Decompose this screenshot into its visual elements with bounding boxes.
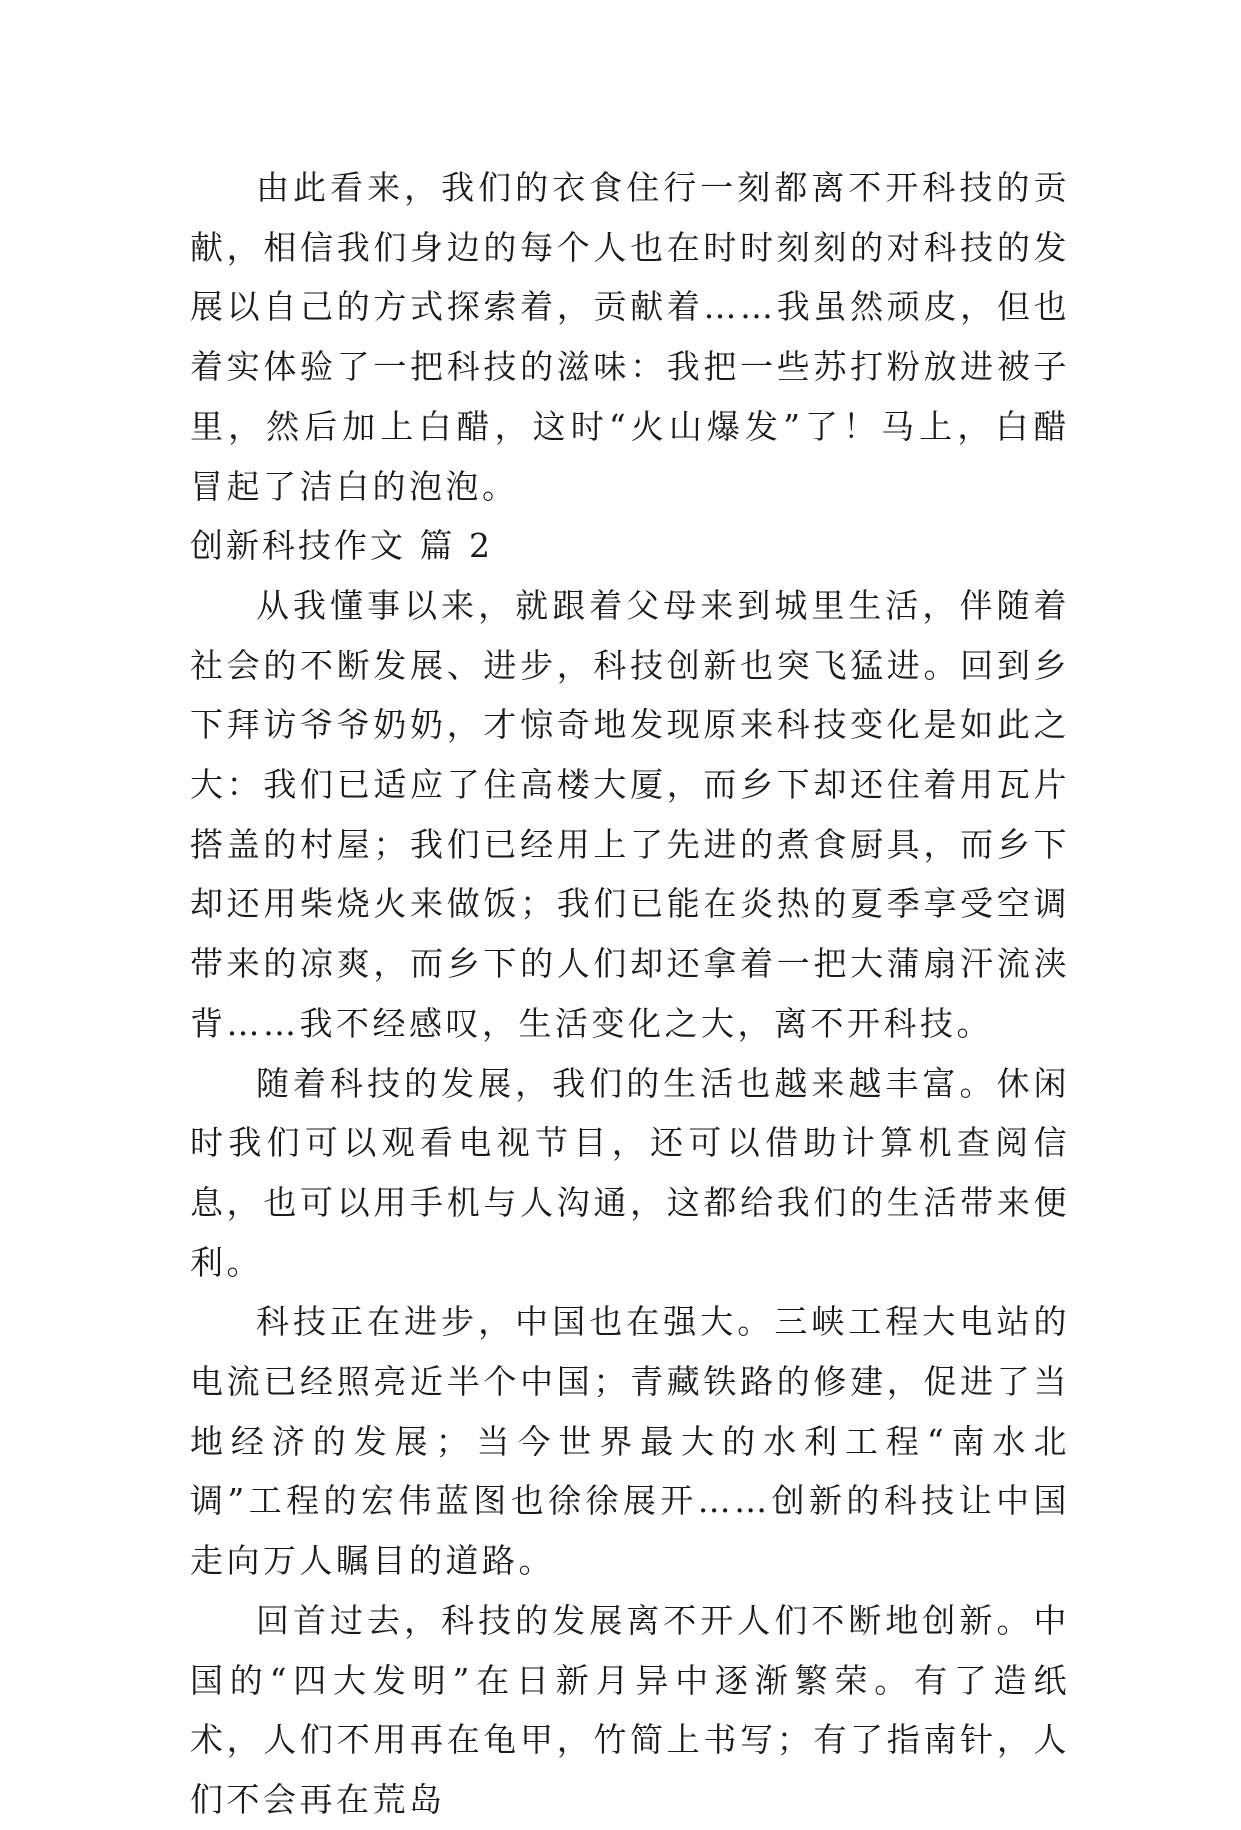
paragraph: 回首过去，科技的发展离不开人们不断地创新。中国的“四大发明”在日新月异中逐渐繁荣。有了造纸术，人们不用再在龟甲，竹简上书写；有了指南针，人们不会再在荒岛 [190, 1600, 1070, 1819]
paragraph: 从我懂事以来，就跟着父母来到城里生活，伴随着社会的不断发展、进步，科技创新也突飞猛进。回到乡下拜访爷爷奶奶，才惊奇地发现原来科技变化是如此之大：我们已适应了住高楼大厦，而乡下却还住着用瓦片搭盖的村屋；我们已经用上了先进的煮食厨具，而乡下却还用柴烧火来做饭；我们已能在炎热的夏季享受空调带来的凉爽，而乡下的人们却还拿着一把大蒲扇汗流浃背……我不经感叹，生活变化之大，离不开科技。 [190, 585, 1070, 1043]
section-heading: 创新科技作文 篇 2 [190, 526, 493, 566]
document-body [190, 158, 1070, 1830]
paragraph: 由此看来，我们的衣食住行一刻都离不开科技的贡献，相信我们身边的每个人也在时时刻刻的对科技的发展以自己的方式探索着，贡献着……我虽然顽皮，但也着实体验了一把科技的滋味：我把一些苏打粉放进被子里，然后加上白醋，这时“火山爆发”了！马上，白醋冒起了洁白的泡泡。 [190, 168, 1070, 506]
paragraph: 科技正在进步，中国也在强大。三峡工程大电站的电流已经照亮近半个中国；青藏铁路的修建，促进了当地经济的发展；当今世界最大的水利工程“南水北调”工程的宏伟蓝图也徐徐展开……创新的科技让中国走向万人瞩目的道路。 [190, 1302, 1070, 1581]
paragraph: 随着科技的发展，我们的生活也越来越丰富。休闲时我们可以观看电视节目，还可以借助计算机查阅信息，也可以用手机与人沟通，这都给我们的生活带来便利。 [190, 1063, 1070, 1282]
